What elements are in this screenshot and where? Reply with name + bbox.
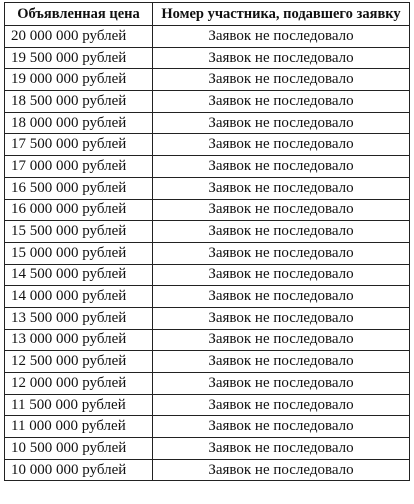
table-row — [5, 459, 410, 481]
column-header-announced-price: Объявленная цена — [5, 3, 153, 26]
table-row — [5, 112, 410, 134]
table-row — [5, 242, 410, 264]
announced-price-cell: 19 000 000 рублей — [5, 69, 153, 91]
announced-price-cell: 12 500 000 рублей — [5, 351, 153, 373]
participant-number-cell: Заявок не последовало — [153, 351, 410, 373]
table-row — [5, 69, 410, 91]
announced-price-cell: 17 000 000 рублей — [5, 156, 153, 178]
header-row — [5, 3, 410, 26]
participant-number-cell: Заявок не последовало — [153, 26, 410, 48]
announced-price-cell: 13 000 000 рублей — [5, 329, 153, 351]
participant-number-cell: Заявок не последовало — [153, 459, 410, 481]
participant-number-cell: Заявок не последовало — [153, 373, 410, 395]
participant-number-cell: Заявок не последовало — [153, 307, 410, 329]
table-row — [5, 351, 410, 373]
table-row — [5, 177, 410, 199]
announced-price-cell: 11 000 000 рублей — [5, 416, 153, 438]
participant-number-cell: Заявок не последовало — [153, 47, 410, 69]
participant-number-cell: Заявок не последовало — [153, 221, 410, 243]
announced-price-cell: 19 500 000 рублей — [5, 47, 153, 69]
column-header-participant-number: Номер участника, подавшего заявку — [153, 3, 410, 26]
announced-price-cell: 16 500 000 рублей — [5, 177, 153, 199]
table-row — [5, 221, 410, 243]
announced-price-cell: 14 000 000 рублей — [5, 286, 153, 308]
announced-price-cell: 10 500 000 рублей — [5, 438, 153, 460]
announced-price-cell: 17 500 000 рублей — [5, 134, 153, 156]
table-row — [5, 307, 410, 329]
table-row — [5, 199, 410, 221]
table-row — [5, 438, 410, 460]
participant-number-cell: Заявок не последовало — [153, 242, 410, 264]
table-header — [5, 3, 410, 26]
participant-number-cell: Заявок не последовало — [153, 156, 410, 178]
announced-price-cell: 16 000 000 рублей — [5, 199, 153, 221]
table-row — [5, 134, 410, 156]
table-row — [5, 373, 410, 395]
table-row — [5, 416, 410, 438]
table-row — [5, 47, 410, 69]
announced-price-cell: 18 000 000 рублей — [5, 112, 153, 134]
participant-number-cell: Заявок не последовало — [153, 416, 410, 438]
participant-number-cell: Заявок не последовало — [153, 329, 410, 351]
auction-bids-table — [4, 2, 410, 481]
participant-number-cell: Заявок не последовало — [153, 264, 410, 286]
announced-price-cell: 18 500 000 рублей — [5, 91, 153, 113]
participant-number-cell: Заявок не последовало — [153, 177, 410, 199]
participant-number-cell: Заявок не последовало — [153, 199, 410, 221]
table-row — [5, 394, 410, 416]
participant-number-cell: Заявок не последовало — [153, 91, 410, 113]
announced-price-cell: 11 500 000 рублей — [5, 394, 153, 416]
participant-number-cell: Заявок не последовало — [153, 438, 410, 460]
participant-number-cell: Заявок не последовало — [153, 112, 410, 134]
table-row — [5, 264, 410, 286]
participant-number-cell: Заявок не последовало — [153, 69, 410, 91]
table-body — [5, 26, 410, 481]
table-row — [5, 156, 410, 178]
announced-price-cell: 12 000 000 рублей — [5, 373, 153, 395]
announced-price-cell: 20 000 000 рублей — [5, 26, 153, 48]
announced-price-cell: 13 500 000 рублей — [5, 307, 153, 329]
participant-number-cell: Заявок не последовало — [153, 394, 410, 416]
participant-number-cell: Заявок не последовало — [153, 134, 410, 156]
table-row — [5, 286, 410, 308]
auction-bids-sheet — [4, 2, 409, 481]
announced-price-cell: 14 500 000 рублей — [5, 264, 153, 286]
announced-price-cell: 15 000 000 рублей — [5, 242, 153, 264]
announced-price-cell: 15 500 000 рублей — [5, 221, 153, 243]
announced-price-cell: 10 000 000 рублей — [5, 459, 153, 481]
table-row — [5, 329, 410, 351]
table-row — [5, 91, 410, 113]
participant-number-cell: Заявок не последовало — [153, 286, 410, 308]
table-row — [5, 26, 410, 48]
